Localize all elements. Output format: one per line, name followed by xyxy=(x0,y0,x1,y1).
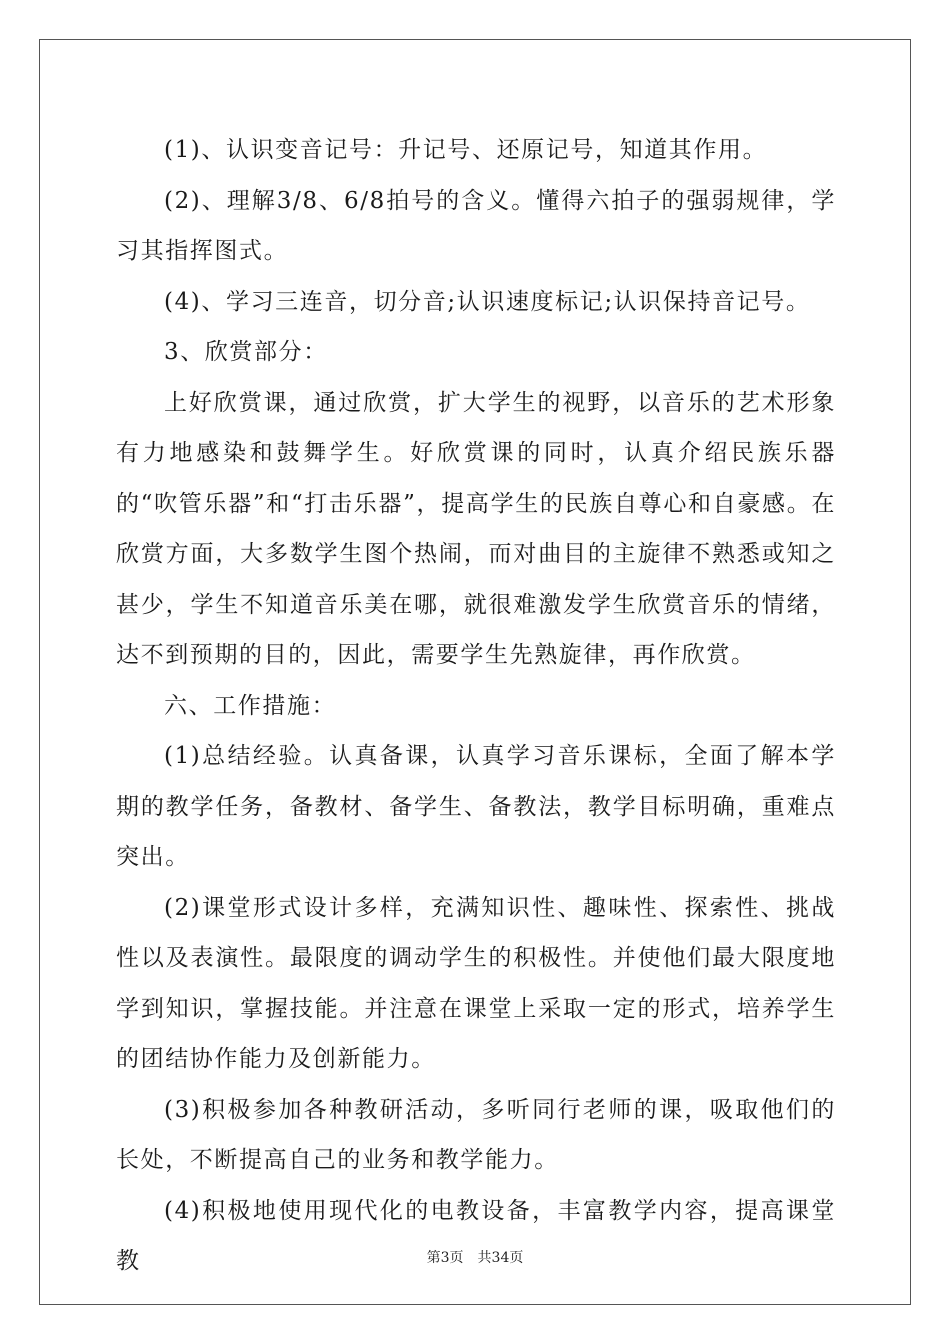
document-body xyxy=(116,125,836,1287)
paragraph: (4)、学习三连音，切分音;认识速度标记;认识保持音记号。 xyxy=(164,288,811,315)
paragraph: (1)、认识变音记号：升记号、还原记号，知道其作用。 xyxy=(164,137,768,163)
page-footer xyxy=(0,1247,950,1267)
paragraph: (3)积极参加各种教研活动，多听同行老师的课，吸取他们的长处，不断提高自己的业务和教学能力。 xyxy=(116,1096,836,1173)
paragraph: 上好欣赏课，通过欣赏，扩大学生的视野，以音乐的艺术形象有力地感染和鼓舞学生。好欣赏课的同时，认真介绍民族乐器的“吹管乐器”和“打击乐器”，提高学生的民族自尊心和自豪感。在欣赏方面，大多数学生图个热闹，而对曲目的主旋律不熟悉或知之甚少，学生不知道音乐美在哪，就很难激发学生欣赏音乐的情绪，达不到预期的目的，因此，需要学生先熟旋律，再作欣赏。 xyxy=(116,389,836,668)
paragraph: (4)积极地使用现代化的电教设备，丰富教学内容，提高课堂教 xyxy=(116,1197,836,1274)
page-total: 共34页 xyxy=(477,1250,524,1266)
paragraph: (2)课堂形式设计多样，充满知识性、趣味性、探索性、挑战性以及表演性。最限度的调动学生的积极性。并使他们最大限度地学到知识，掌握技能。并注意在课堂上采取一定的形式，培养学生的团结协作能力及创新能力。 xyxy=(116,894,836,1072)
page-number: 第3页 xyxy=(426,1250,464,1266)
paragraph: (2)、理解3/8、6/8拍号的含义。懂得六拍子的强弱规律，学习其指挥图式。 xyxy=(116,187,836,264)
section-heading: 六、工作措施： xyxy=(164,692,337,719)
paragraph: (1)总结经验。认真备课，认真学习音乐课标，全面了解本学期的教学任务，备教材、备学生、备教法，教学目标明确，重难点突出。 xyxy=(116,743,836,870)
section-heading: 3、欣赏部分： xyxy=(164,339,328,365)
